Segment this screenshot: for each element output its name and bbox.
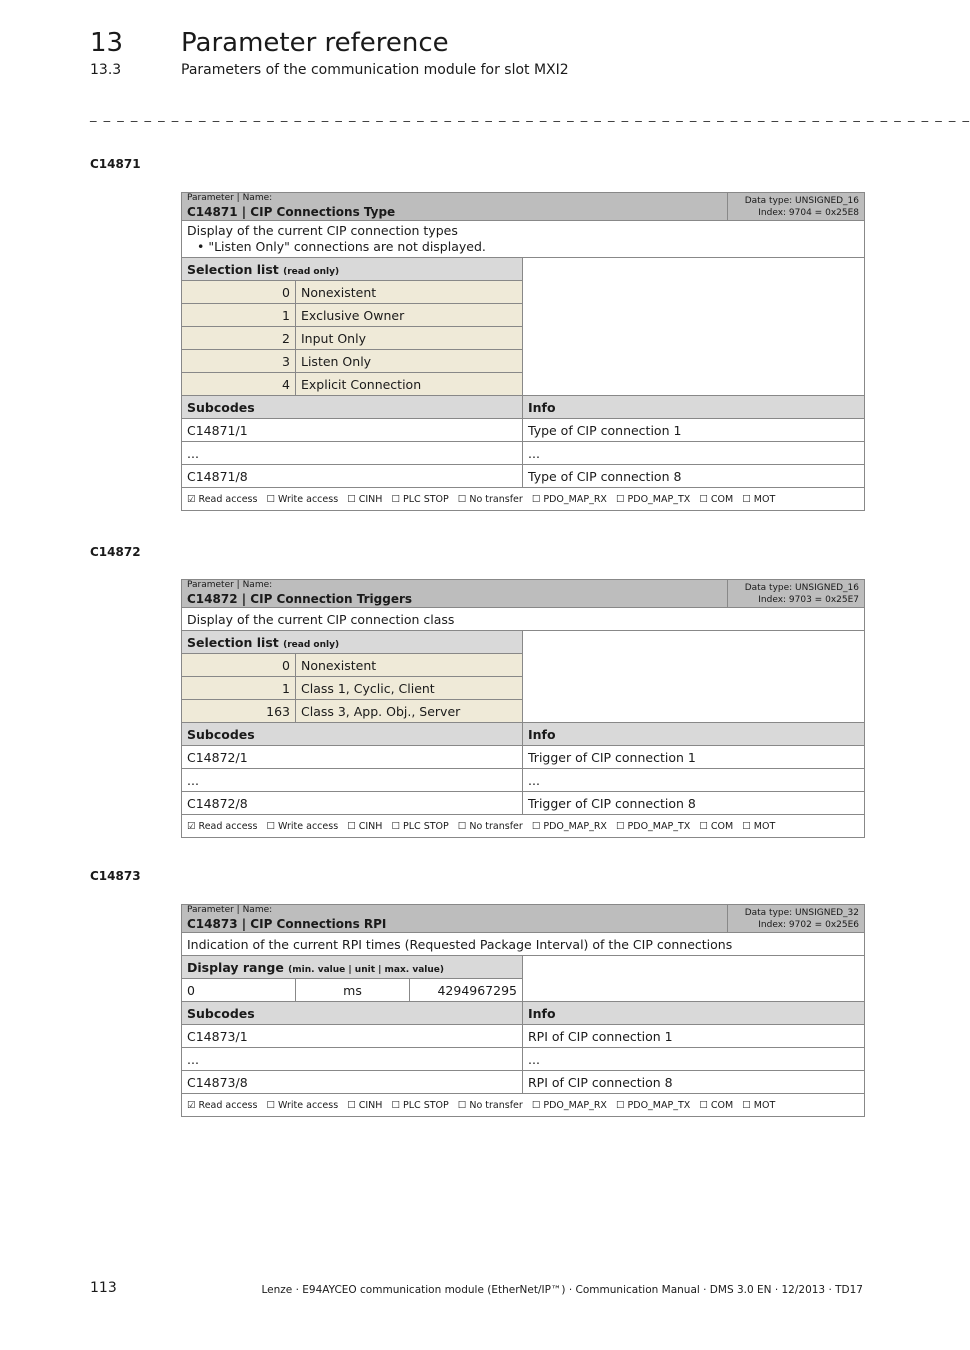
subcode-row: C14873/1 RPI of CIP connection 1 [182,1025,865,1048]
info-header: Info [523,396,865,419]
access-flags: ☑ Read access ☐ Write access ☐ CINH ☐ PLC STOP ☐ No transfer ☐ PDO_MAP_RX ☐ PDO_MAP_TX ☐ COM ☐ MOT [182,1094,865,1117]
param-name-caption: Parameter | Name: [187,905,273,915]
subcode-row: C14873/8 RPI of CIP connection 8 [182,1071,865,1094]
selection-option: 4 Explicit Connection [182,373,865,396]
header-separator: _ _ _ _ _ _ _ _ _ _ _ _ _ _ _ _ _ _ _ _ _ _ _ _ _ _ _ _ _ _ _ _ _ _ _ _ _ _ _ _ _ _ _ _ _ _ _ _ _ _ _ _ _ _ _ _ _ _ _ _ _ _ _ _ _ [90,108,970,123]
parameter-index: Index: 9704 = 0x25E8 [758,207,860,218]
parameter-table-c14873 [181,904,865,1117]
selection-option: 163 Class 3, App. Obj., Server [182,700,865,723]
parameter-name: C14872 | CIP Connection Triggers [187,592,413,606]
page-number: 113 [90,1280,117,1296]
subcodes-header: Subcodes [182,723,523,746]
parameter-header [182,905,865,933]
parameter-label: C14871 [90,157,141,171]
chapter-number: 13 [90,28,124,58]
access-flags: ☑ Read access ☐ Write access ☐ CINH ☐ PLC STOP ☐ No transfer ☐ PDO_MAP_RX ☐ PDO_MAP_TX ☐ COM ☐ MOT [182,815,865,838]
access-flags: ☑ Read access ☐ Write access ☐ CINH ☐ PLC STOP ☐ No transfer ☐ PDO_MAP_RX ☐ PDO_MAP_TX ☐ COM ☐ MOT [182,488,865,511]
subcodes-header: Subcodes [182,1002,523,1025]
empty-cell [523,258,865,396]
range-unit: ms [296,979,410,1002]
subcode-row: C14872/1 Trigger of CIP connection 1 [182,746,865,769]
parameter-index: Index: 9703 = 0x25E7 [758,594,860,605]
subcode-row: ... ... [182,1048,865,1071]
selection-option: 2 Input Only [182,327,865,350]
info-header: Info [523,723,865,746]
selection-list-header: Selection list (read only) [182,258,523,281]
section-title: Parameters of the communication module for slot MXI2 [181,62,569,78]
parameter-name: C14871 | CIP Connections Type [187,205,396,219]
selection-option: 0 Nonexistent [182,654,865,677]
data-type: Data type: UNSIGNED_32 [744,907,860,918]
info-header: Info [523,1002,865,1025]
parameter-name: C14873 | CIP Connections RPI [187,917,387,931]
selection-option: 0 Nonexistent [182,281,865,304]
selection-option: 1 Class 1, Cyclic, Client [182,677,865,700]
subcodes-header: Subcodes [182,396,523,419]
param-name-caption: Parameter | Name: [187,580,273,590]
parameter-index: Index: 9702 = 0x25E6 [758,919,860,930]
subcode-row: ... ... [182,442,865,465]
data-type: Data type: UNSIGNED_16 [744,195,860,206]
subcode-row: C14871/1 Type of CIP connection 1 [182,419,865,442]
parameter-description: Indication of the current RPI times (Requested Package Interval) of the CIP connections [182,933,865,956]
data-type: Data type: UNSIGNED_16 [744,582,860,593]
parameter-table-c14871 [181,192,865,511]
parameter-header [182,580,865,608]
section-number: 13.3 [90,62,122,78]
subcode-row: C14871/8 Type of CIP connection 8 [182,465,865,488]
parameter-label: C14873 [90,869,141,883]
parameter-label: C14872 [90,545,141,559]
subcode-row: ... ... [182,769,865,792]
range-min: 0 [182,979,296,1002]
empty-cell [523,956,865,1002]
selection-option: 1 Exclusive Owner [182,304,865,327]
selection-list-header: Selection list (read only) [182,631,523,654]
chapter-title: Parameter reference [181,28,449,58]
subcode-row: C14872/8 Trigger of CIP connection 8 [182,792,865,815]
range-max: 4294967295 [410,979,523,1002]
selection-option: 3 Listen Only [182,350,865,373]
parameter-table-c14872 [181,579,865,838]
parameter-header [182,193,865,221]
display-range-header: Display range (min. value | unit | max. value) [182,956,523,979]
footer-text: Lenze · E94AYCEO communication module (EtherNet/IP™) · Communication Manual · DMS 3.0 EN · 12/2013 · TD17 [261,1284,863,1296]
parameter-description: Display of the current CIP connection types • "Listen Only" connections are not displayed. [182,221,865,258]
param-name-caption: Parameter | Name: [187,193,273,203]
empty-cell [523,631,865,723]
parameter-description: Display of the current CIP connection class [182,608,865,631]
